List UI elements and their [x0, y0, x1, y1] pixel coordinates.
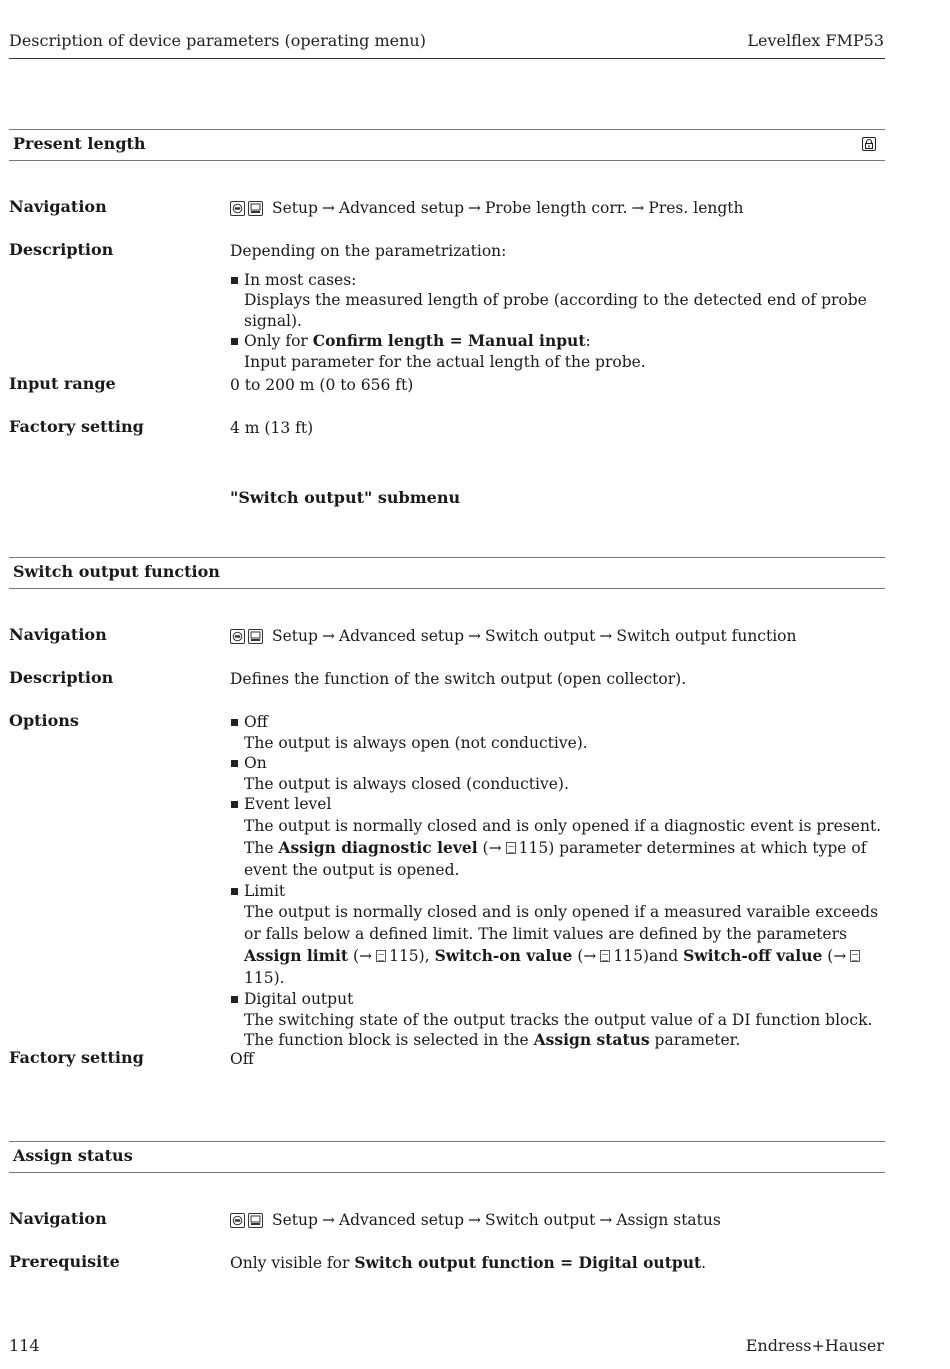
arrow-right-icon: → [468, 199, 481, 217]
nav-step: Assign status [616, 1211, 721, 1229]
arrow-right-icon: → [321, 1211, 335, 1229]
navigation-icons [230, 201, 266, 222]
description-text: Defines the function of the switch output (open collector). [230, 670, 687, 688]
list-item [230, 712, 886, 753]
description-block [230, 241, 886, 372]
option-name: Digital output [244, 990, 354, 1008]
section-header-assign-status [9, 1141, 885, 1173]
bold-term: Assign diagnostic level [278, 837, 478, 857]
nav-step: Setup [272, 627, 318, 645]
navigation-path [230, 1210, 886, 1234]
navigation-label: Navigation [9, 197, 107, 216]
write-protect-lock-icon [862, 137, 876, 151]
list-item [230, 989, 886, 1051]
submenu-heading: "Switch output" submenu [230, 488, 461, 507]
navigation-label: Navigation [9, 625, 107, 644]
description-label: Description [9, 240, 114, 259]
bold-term: Switch-off value [683, 946, 823, 965]
document-header-title: Description of device parameters (operating menu) [9, 31, 426, 50]
factory-setting-value: Off [230, 1050, 254, 1068]
description-intro: Depending on the parametrization: [230, 242, 507, 260]
arrow-right-icon: → [599, 1211, 613, 1229]
operating-menu-icon [230, 629, 245, 644]
operating-menu-icon [230, 1213, 245, 1228]
nav-step: Advanced setup [338, 627, 464, 645]
bold-term: Assign limit [244, 946, 349, 965]
factory-setting-label: Factory setting [9, 417, 144, 436]
list-item-title: Only for Confirm length = Manual input: [244, 331, 591, 350]
option-name: Event level [244, 795, 332, 813]
arrow-right-icon: → [321, 199, 335, 217]
navigation-icons [230, 629, 266, 650]
navigation-path [230, 626, 886, 650]
page-reference-icon [600, 950, 610, 962]
list-item-text: Input parameter for the actual length of the probe. [244, 352, 646, 371]
section-title: Switch output function [13, 562, 220, 581]
page-ref: 115 [518, 838, 549, 857]
navigation-path [230, 198, 886, 222]
nav-step: Pres. length [648, 199, 744, 217]
display-icon [248, 201, 263, 216]
page-number: 114 [9, 1336, 40, 1355]
input-range-value: 0 to 200 m (0 to 656 ft) [230, 376, 414, 394]
header-rule [9, 58, 885, 59]
page-reference-icon [506, 842, 516, 854]
arrow-right-icon: → [599, 627, 613, 645]
input-range-label: Input range [9, 374, 116, 393]
page-reference-icon [850, 950, 860, 962]
arrow-right-icon: → [321, 627, 335, 645]
operating-menu-icon [230, 201, 245, 216]
list-item [230, 794, 886, 881]
navigation-icons [230, 1213, 266, 1234]
nav-step: Switch output [485, 627, 596, 645]
description-label: Description [9, 668, 114, 687]
section-header-switch-output-function [9, 557, 885, 589]
display-icon [248, 1213, 263, 1228]
nav-step: Switch output function [616, 627, 797, 645]
list-item [230, 331, 886, 372]
bold-term: Assign status [533, 1030, 650, 1049]
page-reference-icon [376, 950, 386, 962]
option-text: The output is always open (not conductive). [244, 733, 588, 752]
page-ref: 115 [244, 969, 274, 987]
option-text: The output is always closed (conductive). [244, 774, 569, 793]
arrow-right-icon: → [468, 1211, 481, 1229]
arrow-right-icon: → [468, 627, 481, 645]
nav-step: Advanced setup [338, 1211, 464, 1229]
factory-setting-label: Factory setting [9, 1048, 144, 1067]
option-text: The output is normally closed and is only opened if a diagnostic event is present. The Assign diagnostic level (→ 115) parameter determines at which type of event the output is opened. [244, 816, 882, 879]
list-item-title: In most cases: [244, 270, 357, 289]
option-name: Off [244, 713, 268, 731]
list-item [230, 881, 886, 990]
bold-term: Switch output function = Digital output [354, 1253, 702, 1272]
section-title: Assign status [13, 1146, 133, 1165]
footer-brand: Endress+Hauser [745, 1336, 884, 1355]
options-label: Options [9, 711, 79, 730]
factory-setting-value: 4 m (13 ft) [230, 419, 314, 437]
section-header-present-length [9, 129, 885, 161]
option-text: The switching state of the output tracks the output value of a DI function block. The function block is selected in the Assign status parameter. [244, 1010, 873, 1049]
page-ref: 115 [613, 947, 643, 965]
list-item [230, 270, 886, 332]
nav-step: Setup [272, 1211, 318, 1229]
display-icon [248, 629, 263, 644]
options-block [230, 712, 886, 1051]
nav-step: Probe length corr. [485, 199, 628, 217]
bold-term: Confirm length = Manual input [312, 331, 586, 350]
option-text: The output is normally closed and is only opened if a measured varaible exceeds or falls below a defined limit. The limit values are defined by the parameters Assign limit (→ 115), Switch-on value (→ 115)and Switch-off value (→115). [244, 903, 879, 987]
bold-term: Switch-on value [434, 946, 573, 965]
nav-step: Advanced setup [338, 199, 464, 217]
page-ref: 115 [389, 947, 419, 965]
prerequisite-value: Only visible for Switch output function = Digital output. [230, 1253, 707, 1272]
options-list [230, 712, 886, 1051]
arrow-right-icon: → [631, 199, 645, 217]
section-title: Present length [13, 134, 146, 153]
list-item [230, 753, 886, 794]
document-header-product: Levelflex FMP53 [747, 31, 884, 50]
navigation-label: Navigation [9, 1209, 107, 1228]
option-name: Limit [244, 881, 286, 900]
description-list [230, 270, 886, 373]
option-name: On [244, 754, 267, 772]
list-item-text: Displays the measured length of probe (according to the detected end of probe signal). [244, 291, 867, 330]
prerequisite-label: Prerequisite [9, 1252, 120, 1271]
nav-step: Switch output [485, 1211, 596, 1229]
nav-step: Setup [272, 199, 318, 217]
